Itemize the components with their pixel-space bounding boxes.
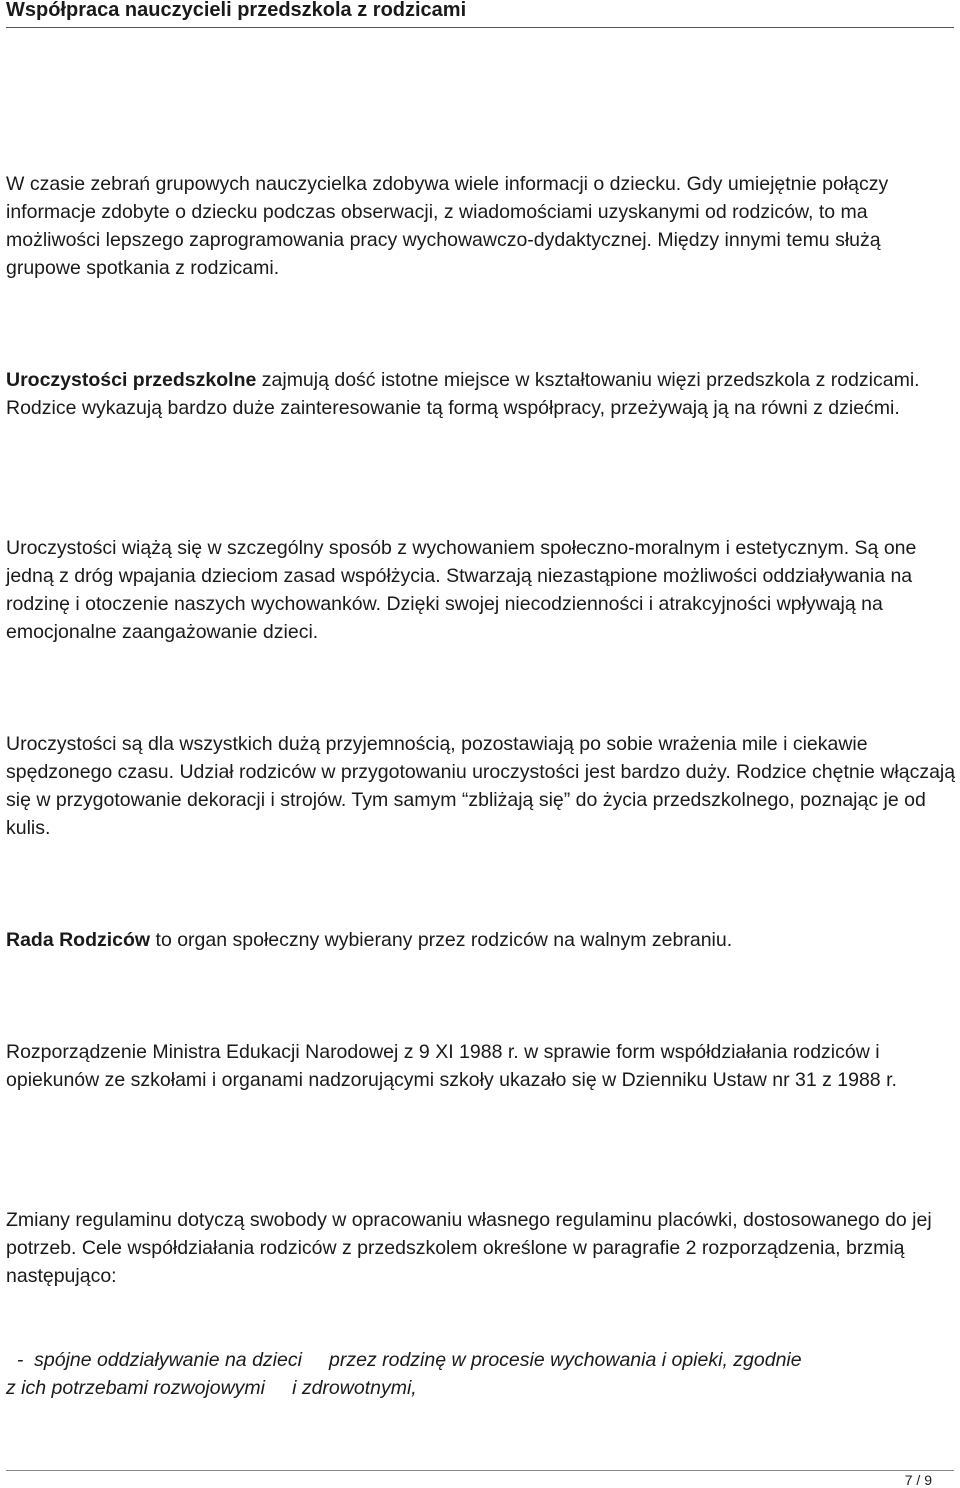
page-header [6, 0, 954, 27]
paragraph-celebrations-text: zajmują dość istotne miejsce w kształtowaniu więzi przedszkola z rodzicami. Rodzice wykazują bardzo duże zainteresowanie tą formą współpracy, przeżywają ją na równi z dziećmi. [6, 369, 920, 419]
term-uroczystosci-przedszkolne: Uroczystości przedszkolne [6, 369, 257, 391]
paragraph-celebrations-education: Uroczystości wiążą się w szczególny sposób z wychowaniem społeczno-moralnym i estetycznym. Są one jedną z dróg wpajania dzieciom zasad współżycia. Stwarzają niezastąpione możliwości oddziaływania na rodzinę i otoczenie naszych wychowanków. Dzięki swojej niecodzienności i atrakcyjności wpływają na emocjonalne zaangażowanie dzieci. [6, 537, 917, 643]
paragraph-parents-council [6, 926, 956, 954]
paragraph-celebrations-parents: Uroczystości są dla wszystkich dużą przyjemnością, pozostawiają po sobie wrażenia mile i ciekawie spędzonego czasu. Udział rodziców w przygotowaniu uroczystości jest bardzo duży. Rodzice chętnie włączają się w przygotowanie dekoracji i strojów. Tym samym “zbliżają się” do życia przedszkolnego, poznając je od kulis. [6, 733, 956, 839]
paragraph-regulation: Rozporządzenie Ministra Edukacji Narodowej z 9 XI 1988 r. w sprawie form współdziałania rodziców i opiekunów ze szkołami i organami nadzorującymi szkoły ukazało się w Dzienniku Ustaw nr 31 z 1988 r. [6, 1041, 897, 1091]
paragraph-rules-changes: Zmiany regulaminu dotyczą swobody w opracowaniu własnego regulaminu placówki, dostosowanego do jej potrzeb. Cele współdziałania rodziców z przedszkolem określone w paragrafie 2 rozporządzenia, brzmią następująco: [6, 1209, 932, 1287]
header-divider [6, 27, 954, 28]
list-item-line-2: z ich potrzebami rozwojowymi i zdrowotnymi, [6, 1377, 417, 1399]
footer-divider [6, 1470, 954, 1471]
list-item-line-1: - spójne oddziaływanie na dzieci przez rodzinę w procesie wychowania i opieki, zgodnie [6, 1349, 802, 1371]
paragraph-group-meetings: W czasie zebrań grupowych nauczycielka zdobywa wiele informacji o dziecku. Gdy umiejętnie połączy informacje zdobyte o dziecku podczas obserwacji, z wiadomościami uzyskanymi od rodziców, to ma możliwości lepszego zaprogramowania pracy wychowawczo-dydaktycznej. Między innymi temu służą grupowe spotkania z rodzicami. [6, 173, 889, 279]
paragraph-celebrations [6, 366, 956, 422]
page-number: 7 / 9 [904, 1472, 932, 1488]
term-rada-rodzicow: Rada Rodziców [6, 929, 151, 951]
paragraph-parents-council-text: to organ społeczny wybierany przez rodziców na walnym zebraniu. [150, 929, 733, 951]
document-title: Współpraca nauczycieli przedszkola z rodzicami [6, 0, 467, 21]
